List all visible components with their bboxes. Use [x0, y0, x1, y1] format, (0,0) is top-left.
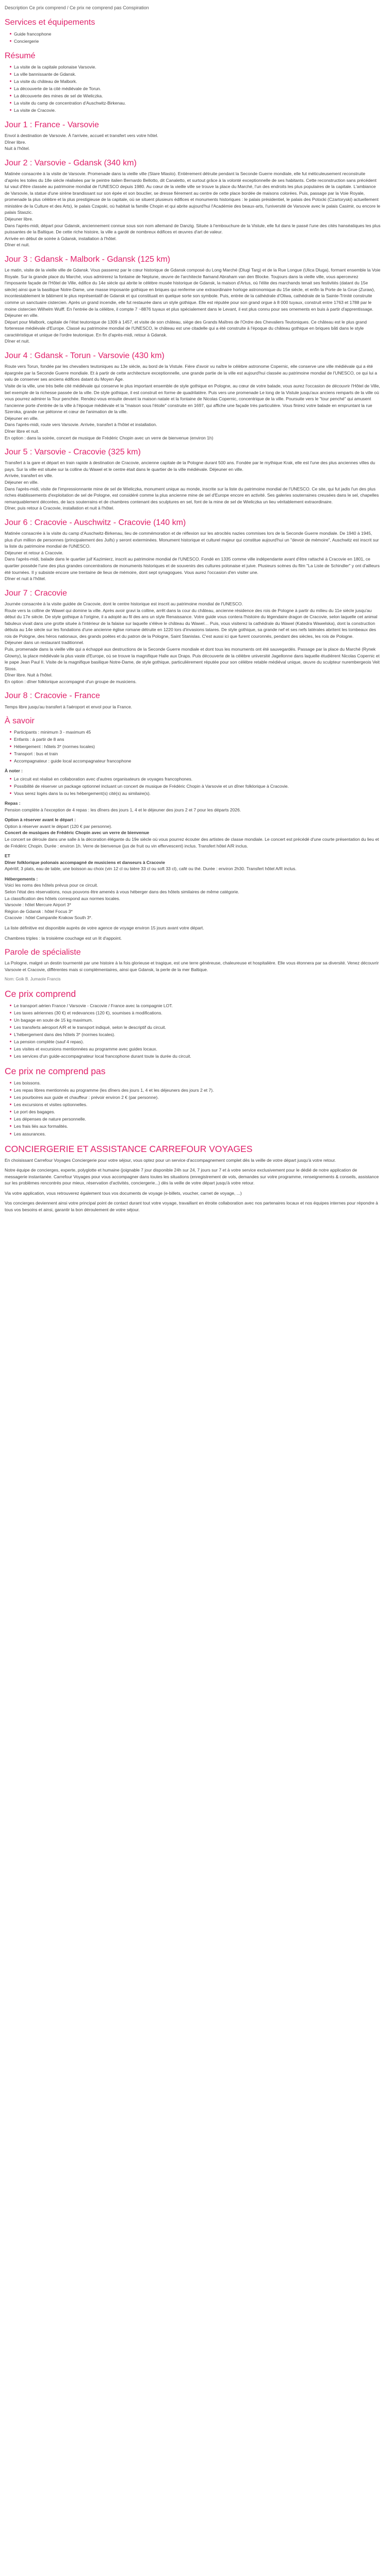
day-paragraph: Arrivée en début de soirée à Gdansk, installation à l'hôtel.: [5, 235, 117, 241]
list-item: Les boissons.: [14, 1079, 381, 1087]
heb-intro: Voici les noms des hôtels prévus pour ce circuit.: [5, 883, 98, 888]
prix-pas-title: Ce prix ne comprend pas: [5, 1066, 106, 1077]
day-title: Jour 3 : Gdansk - Malbork - Gdansk (125 km): [5, 255, 170, 264]
services-title: Services et équipements: [5, 18, 95, 27]
list-item: Les taxes aériennes (30 €) et redevances (120 €), soumises à modifications.: [14, 1009, 381, 1016]
day-title: Jour 6 : Cracovie - Auschwitz - Cracovie (140 km): [5, 518, 186, 527]
heb-line: La classification des hôtels correspond aux normes locales.: [5, 895, 120, 901]
prix-comprend-title: Ce prix comprend: [5, 989, 76, 999]
day-paragraph: Matinée consacrée à la visite de Varsovie. Promenade dans la vieille ville (Stare Miasto). Entièrement détruite pendant la Seconde Guerre mondiale, elle fut méticuleusement reconstruite d'après les toiles du 18e siècle réalisées par le peintre italien Bernardo Bellotto, dit Canaletto, et surtout grâce à la volonté exceptionnelle de ses habitants. Cette reconstruction sans précédent lui vaut d'être classée au patrimoine mondial de l'UNESCO depuis 1980. Au cœur de la vieille ville se trouve la place du Marché, l'un des endroits les plus populaires de la capitale. L'ambiance de Varsovie, la statue d'une sirène brandissant sur son épée et son bouclier, se dresse fièrement au centre de cette place bordée de maisons colorées. Puis, passage par la Voie Royale, promenade la plus célèbre et la plus prestigieuse de la capitale, où se situent plusieurs édifices et monuments historiques : le palais présidentiel, le palais des Potocki (Czartoryski) actuellement ministère de la Culture et des Arts), le palais Czapski, où habitait la famille Chopin et qui abrite aujourd'hui l'Académie des beaux-arts, l'université de Varsovie avec le palais Casimir, ou encore le palais Staszic.: [5, 171, 381, 215]
conciergerie-paragraph: Via votre application, vous retrouverez également tous vos documents de voyage (e-billets, voucher, carnet de voyage, ...): [5, 1190, 242, 1196]
note-label: À noter :: [5, 768, 23, 774]
list-item: Vous serez logés dans la ou les hébergement(s) cité(s) au similaire(s).: [14, 790, 381, 797]
day-option: En option : dans la soirée, concert de musique de Frédéric Chopin avec un verre de bienvenue (environ 1h): [5, 435, 214, 440]
day-paragraph: Dans l'après-midi, départ pour Gdansk, anciennement connue sous son nom allemand de Danzig. Située à l'embouchure de la Vistule, elle fut dans le passé l'une des cités hanséatiques les plus puissantes de la Baltique. De cette riche histoire, la ville a gardé de nombreux édifices et œuvres d'art de valeur.: [5, 223, 381, 235]
day-text: [5, 363, 381, 441]
day-paragraph: Envol à destination de Varsovie. À l'arrivée, accueil et transfert vers votre hôtel.: [5, 133, 158, 139]
list-item: La pension complète (sauf 4 repas).: [14, 1038, 381, 1045]
day-paragraph: Déjeuner libre.: [5, 216, 34, 222]
day-paragraph: Départ pour Malbork, capitale de l'état teutonique de 1309 à 1457, et visite de son château, siège des Grands Maîtres de l'Ordre des Chevaliers Teutoniques. Ce château est le plus grand forteresse médiévale d'Europe. Classé au patrimoine mondial de l'UNESCO, le château est une citadelle qui a été construite à l'époque du château gothique en briques bâti dans le style caractéristique et unique de l'ordre teutonique. En fin d'après-midi, retour à Gdansk.: [5, 319, 367, 337]
list-item: La découverte de la cité médiévale de Torun.: [14, 85, 381, 92]
list-item: La visite du camp de concentration d'Auschwitz-Birkenau.: [14, 99, 381, 107]
note-list: [5, 775, 381, 797]
list-item: Le circuit est réalisé en collaboration avec d'autres organisateurs de voyages francophones.: [14, 775, 381, 783]
description-breadcrumb: Description Ce prix comprend / Ce prix ne comprend pas Conspiration: [5, 5, 149, 10]
page: [0, 0, 381, 1238]
day-text: [5, 530, 381, 582]
day-paragraph: Arrivée, transfert en ville.: [5, 473, 54, 479]
list-item: La visite du château de Malbork.: [14, 78, 381, 85]
hotel-item: Varsovie : hôtel Mercure Airport 3*: [5, 902, 71, 908]
day-paragraph: Dans l'après-midi, route vers Varsovie. Arrivée, transfert à l'hôtel et installation.: [5, 422, 157, 428]
day-paragraph: Temps libre jusqu'au transfert à l'aéroport et envol pour la France.: [5, 704, 133, 709]
option-text: Option à réserver avant le départ (120 € par personne).: [5, 823, 112, 829]
list-item: Transport : bus et train: [14, 750, 381, 757]
day-paragraph: Dîner libre.: [5, 139, 26, 145]
hotel-item: Région de Gdansk : hôtel Focus 3*: [5, 908, 73, 914]
prix-pas-list: [5, 1079, 381, 1137]
list-item: Guide francophone: [14, 30, 381, 38]
list-item: La visite de Cracovie.: [14, 107, 381, 114]
day-paragraph: Déjeuner en ville.: [5, 313, 39, 318]
option-label: Option à réserver avant le départ :: [5, 817, 76, 823]
list-item: Participants : minimum 3 - maximum 45: [14, 728, 381, 736]
day-paragraph: Journée consacrée à la visite guidée de Cracovie, dont le centre historique est inscrit au patrimoine mondial de l'UNESCO.: [5, 601, 243, 606]
day-title: Jour 1 : France - Varsovie: [5, 120, 99, 129]
day-paragraph: Transfert à la gare et départ en train rapide à destination de Cracovie, ancienne capitale de la Pologne durant 500 ans. Fondée par le mythique Krak, elle est l'une des plus anciennes villes du pays. Sur la ville est située sur la colline du Wawel et le centre était dans le quartier de la ville médiévale. Déjeuner en ville.: [5, 460, 376, 472]
final-list-note: La liste définitive est disponible auprès de votre agence de voyage environ 15 jours avant votre départ.: [5, 925, 204, 930]
concert-label: Concert de musiques de Frédéric Chopin avec un verre de bienvenue: [5, 830, 150, 836]
heb-line: Selon l'état des réservations, nous pouvons être amenés à vous héberger dans des hôtels similaires de même catégorie.: [5, 889, 239, 895]
chambres-note: Chambres triples : la troisième couchage est un lit d'appoint.: [5, 935, 122, 941]
day-text: [5, 704, 381, 710]
list-item: Les dépenses de nature personnelle.: [14, 1115, 381, 1123]
day-paragraph: Déjeuner et retour à Cracovie.: [5, 550, 63, 555]
et-label: ET: [5, 853, 10, 859]
day-paragraph: Matinée consacrée à la visite du camp d'Auschwitz-Birkenau, lieu de commémoration et de réflexion sur les atrocités nazies commises lors de la Seconde Guerre mondiale. De 1940 à 1945, plus d'un million de personnes (principalement des Juifs) y seront exterminées. Monument historique et culturel majeur qui constitue aujourd'hui un "devoir de mémoire", Auschwitz est inscrit sur la liste du patrimoine mondial de l'UNESCO.: [5, 531, 379, 549]
heb-label: Hébergements :: [5, 876, 38, 882]
day-option: En option : dîner folklorique accompagné d'un groupe de musiciens.: [5, 679, 137, 684]
day-paragraph: Dîner, puis retour à Cracovie, installation et nuit à l'hôtel.: [5, 505, 115, 511]
conciergerie-paragraph: En choisissant Carrefour Voyages Conciergerie pour votre séjour, vous optez pour un service d'accompagnement complet dès la veille de votre départ jusqu'à votre retour.: [5, 1157, 336, 1163]
day-text: [5, 267, 381, 345]
day-paragraph: Route vers la colline de Wawel qui domine la ville. Après avoir gravi la colline, arrêt dans la cour du château, ancienne résidence des rois de Pologne à partir du milieu du 11e siècle jusqu'au début du 17e siècle. De style gothique à l'origine, il a adopté au fil des ans un style Renaissance. Votre guide vous contera l'histoire du légendaire dragon de Cracovie, selon laquelle cet animal fabuleux vivait dans une grotte située à l'intérieur de la falaise sur laquelle s'élève le château du Wawel… Puis, vous visiterez la cathédrale du Wawel (Katedra Wawelska), dont la construction débuta au 14e siècle sur les fondations d'une ancienne église romane détruite en 1220 lors d'invasions tatares. De style gothique, sa grande nef et ses nefs latérales abritent les tombeaux des rois de Pologne, des héros nationaux, des grands poètes et du patron de la Pologne, Saint Stanislas. C'est aussi ici que furent couronnés, pendant des siècles, les rois de Pologne.: [5, 607, 378, 639]
list-item: Accompagnateur : guide local accompagnateur francophone: [14, 757, 381, 765]
list-item: Possibilité de réserver un package optionnel incluant un concert de musique de Frédéric Chopin à Varsovie et un dîner folklorique à Cracovie.: [14, 783, 381, 790]
day-paragraph: Dîner libre. Nuit à l'hôtel.: [5, 672, 53, 678]
list-item: Les pourboires aux guide et chauffeur : prévoir environ 2 € (par personne).: [14, 1094, 381, 1101]
day-paragraph: Nuit à l'hôtel.: [5, 146, 30, 151]
prix-comprend-list: [5, 1002, 381, 1060]
diner-label: Dîner folklorique polonais accompagné de musiciens et danseurs à Cracovie: [5, 859, 165, 865]
diner-text: Apéritif, 3 plats, eau de table, une boisson au choix (vin 12 cl ou bière 33 cl ou soft 33 cl), café ou thé. Durée : environ 2h30. Transfert hôtel A/R inclus.: [5, 866, 297, 872]
day-paragraph: Dîner et nuit à l'hôtel.: [5, 576, 46, 582]
resume-list: [5, 63, 381, 114]
concert-text: Le concert se déroule dans une salle à la décoration élégante du 19e siècle où vous pourrez écouter des artistes de classe mondiale. Le concert est précédé d'une courte présentation du lieu et de Frédéric Chopin. Durée : environ 1h. Verre de bienvenue (jus de fruit ou vin effervescent) inclus. Transfert hôtel A/R inclus.: [5, 837, 379, 849]
day-paragraph: Déjeuner dans un restaurant traditionnel.: [5, 640, 85, 646]
list-item: La visite de la capitale polonaise Varsovie.: [14, 63, 381, 71]
day-paragraph: Puis, promenade dans la vieille ville qui a échappé aux destructions de la Seconde Guerre mondiale et dont tous les monuments ont été sauvegardés. Passage par la place du Marché (Rynek Glowny), la place médiévale la plus vaste d'Europe, où se trouve la magnifique Halle aux Draps. Puis découverte de la célèbre université Jagellonne dans laquelle étudièrent Nicolas Copernic et le pape Jean Paul II. Visite de la magnifique basilique Notre-Dame, de style gothique, particulièrement réputée pour son célèbre retable médiéval unique, œuvre du sculpteur nurembergeois Veit Stoss.: [5, 646, 380, 671]
list-item: Les assurances.: [14, 1130, 381, 1138]
conciergerie-title: CONCIERGERIE ET ASSISTANCE CARREFOUR VOYAGES: [5, 1143, 253, 1154]
day-title: Jour 2 : Varsovie - Gdansk (340 km): [5, 158, 137, 167]
day-paragraph: Déjeuner en ville.: [5, 480, 39, 485]
specialiste-title: Parole de spécialiste: [5, 948, 81, 957]
day-title: Jour 4 : Gdansk - Torun - Varsovie (430 km): [5, 351, 165, 360]
conciergerie-paragraph: Vos concierges deviennent ainsi votre principal point de contact durant tout votre voyage, travaillant en étroite collaboration avec nos partenaires locaux et nos équipes internes pour répondre à tous vos besoins et ainsi, garantir la bon déroulement de votre séjour.: [5, 1200, 378, 1212]
day-text: [5, 132, 381, 152]
day-paragraph: Dans l'après-midi, balade dans le quartier juif Kazimierz, inscrit au patrimoine mondial de l'UNESCO. Fondé en 1335 comme ville indépendante avant d'être rattaché à Cracovie en 1801, ce quartier possède l'une des plus grandes concentrations de monuments historiques et de souvenirs des cultures polonaise et juive. Plusieurs scènes du film "La Liste de Schindler" y ont d'ailleurs été tournées. Il y subsiste encore une trentaine de lieux de mémoire, dont sept synagogues. Vous aurez l'occasion d'en visiter une.: [5, 556, 380, 575]
conciergerie-paragraph: Notre équipe de concierges, experte, polyglotte et humaine (joignable 7 jour disponible 24h sur 24, 7 jours sur 7 et à votre service exclusivement pour le dédié de notre application de messagerie instantanée. Carrefour Voyages pour vous accompagner dans toutes les situations (enregistrement de vols, demandes sur votre programme, renseignements & conseils, assistance sur les problèmes rencontrés pour mieux, réservation d'activités, conciergerie...) dès la veille de votre départ jusqu'à votre retour.: [5, 1167, 379, 1186]
list-item: Un bagage en soute de 15 kg maximum.: [14, 1016, 381, 1024]
day-title: Jour 5 : Varsovie - Cracovie (325 km): [5, 448, 141, 457]
list-item: Enfants : à partir de 8 ans: [14, 736, 381, 743]
day-paragraph: Dans l'après-midi, visite de l'impressionnante mine de sel de Wieliczka, monument unique au monde, inscrite sur la liste du patrimoine mondial de l'UNESCO. Ce site, qui fut jadis l'un des plus riches établissements d'exploitation de sel de Pologne, est considéré comme la plus ancienne mine de sel d'Europe encore en activité. Ses galeries souterraines creusées dans le sel, chapelles remarquablement décorées, de lacs souterrains et de chambres contenant des sculptures en sel, font de la mine de sel de Wieliczka un lieu véritablement extraordinaire.: [5, 486, 379, 504]
hotel-item: Cracovie : hôtel Campanile Krakow South 3*.: [5, 915, 93, 921]
list-item: L'hébergement dans des hôtels 3* (normes locales).: [14, 1031, 381, 1038]
list-item: Les repas libres mentionnés au programme (les dîners des jours 1, 4 et les déjeuners des jours 2 et 7).: [14, 1087, 381, 1094]
list-item: Les frais liés aux formalités.: [14, 1123, 381, 1130]
specialiste-signature: Nom: Goik B. Jumaole Francis: [5, 977, 61, 982]
list-item: La découverte des mines de sel de Wieliczka.: [14, 92, 381, 99]
day-paragraph: Dîner et nuit.: [5, 338, 30, 344]
day-text: [5, 601, 381, 685]
a-savoir-list: [5, 728, 381, 765]
day-text: [5, 460, 381, 512]
repas-label: Repas :: [5, 801, 21, 806]
day-paragraph: Le matin, visite de la vieille ville de Gdansk. Vous passerez par le cœur historique de Gdansk composé du Long Marché (Dlugi Targ) et de la Rue Longue (Ulica Dluga), formant ensemble la Voie Royale. Sur la grande place du Marché, vous admirerez la fontaine de Neptune, œuvre de l'architecte flamand Abraham van den Blocke. Toujours dans la vieille ville, vous apercevrez l'imposante façade de l'Hôtel de Ville, édifice du 14e siècle qui abrite le célèbre musée historique de Gdansk, la maison d'Artus, où l'élite des marchands tenait ses festivités (datant du 15e siècle) ainsi que la basilique Notre-Dame, une masse imposante gothique en briques qui renferme une extraordinaire horloge astronomique du 15e siècle, et enfin la Porte de la Grue (Zuraw), incontestablement le bâtiment le plus représentatif de Gdansk et qui constituait en quelque sorte son symbole. Puis, entrée de la cathédrale d'Oliwa, cathédrale de la Sainte-Trinité construite comme un sanctuaire cistercien. Après un grand incendie, elle fut restaurée dans un style gothique. Elle est réputée pour son grand orgue à 8 000 tuyaux, construit entre 1763 et 1788 par le moine cistercien Wilhelm Wulff. En l'entrée de la célèbre, il compte 7 ~8876 tuyaux et plus spécialement dans le Levant, il est plus connu pour ses ornements en buis à partir d'apprentissage.: [5, 267, 381, 312]
resume-title: Résumé: [5, 51, 36, 60]
day-title: Jour 7 : Cracovie: [5, 588, 67, 598]
day-paragraph: Dîner libre et nuit.: [5, 428, 40, 434]
services-list: [5, 30, 381, 45]
day-title: Jour 8 : Cracovie - France: [5, 691, 100, 701]
list-item: Le transport aérien France / Varsovie - Cracovie / France avec la compagnie LOT.: [14, 1002, 381, 1009]
day-text: [5, 171, 381, 248]
day-paragraph: Visite de la ville, une très belle cité médiévale qui conserve le plus important ensemble de style gothique en Pologne, au cœur de votre balade, vous aurez l'occasion de découvrir l'Hôtel de Ville, bel exemple de la richesse passée de la ville. De style gothique, il est construit en forme de quadrilatère. Puis vers une promenade Le long de la Vistule jusqu'aux anciens remparts de la ville où vous pourrez admirer la Tour penchée. Rendez-vous ensuite devant la maison natale et la fontaine de Nicolas Copernic, concentrique de la ville. Poursuite vers le "tour penché" qui amusent l'ancienne porte d'entrée de la ville à l'époque médiévale et la "maison sous l'étoile" construite en 1697, qui affiche une façade très particulière. Vous finirez votre balade en empruntant la rue Szeroka, grande rue piétonne et cœur de l'animation de la ville.: [5, 383, 380, 415]
list-item: Les excursions et visites optionnelles.: [14, 1101, 381, 1108]
list-item: Conciergerie: [14, 38, 381, 45]
list-item: Les services d'un guide-accompagnateur local francophone durant toute la durée du circuit.: [14, 1053, 381, 1060]
day-paragraph: Dîner et nuit.: [5, 242, 30, 248]
specialiste-text: La Pologne, malgré un destin tourmenté par une histoire à la fois glorieuse et tragique, est une terre généreuse, chaleureuse et hospitalière. Elle vous étonnera par sa diversité. Venez découvrir Varsovie et Cracovie, différentes mais si complémentaires, ainsi que Gdansk, la perle de la mer Baltique.: [5, 960, 379, 972]
list-item: Le port des bagages.: [14, 1108, 381, 1115]
list-item: La ville bannissante de Gdansk.: [14, 71, 381, 78]
day-paragraph: Déjeuner en ville.: [5, 415, 39, 421]
list-item: Les transferts aéroport A/R et le transport indiqué, selon le descriptif du circuit.: [14, 1024, 381, 1031]
day-paragraph: Route vers Torun, fondée par les chevaliers teutoniques au 13e siècle, au bord de la Vistule. Fière d'avoir vu naître le célèbre astronome Copernic, elle conserve une ville médiévale qui a été épargnée par la Seconde Guerre mondiale. Et à partir de cette architecture exceptionnelle, une grande partie de la ville est aujourd'hui classée au patrimoine mondial de l'UNESCO, ce qui lui a valu de conserver ses anciens édifices datant du Moyen Âge.: [5, 364, 377, 382]
list-item: Hébergement : hôtels 3* (normes locales): [14, 743, 381, 750]
a-savoir-title: À savoir: [5, 717, 35, 726]
repas-text: Pension complète à l'exception de 4 repas : les dîners des jours 1, 4 et le déjeuner des jours 2 et 7 pour les départs 2026.: [5, 807, 241, 812]
list-item: Les visites et excursions mentionnées au programme avec guides locaux.: [14, 1045, 381, 1053]
